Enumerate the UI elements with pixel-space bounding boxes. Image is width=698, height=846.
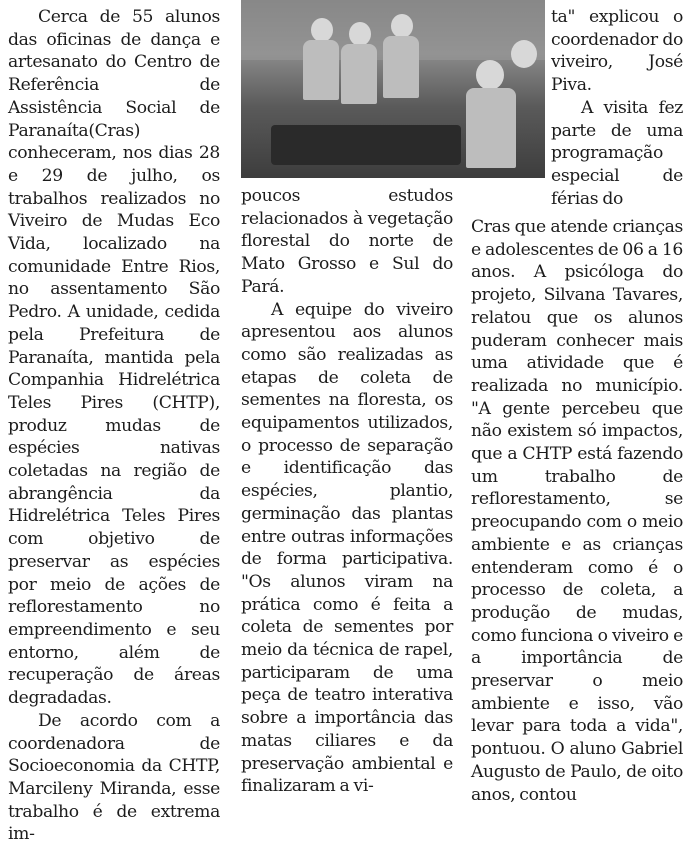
article-column-3 (471, 216, 683, 806)
photo-figure (476, 60, 504, 90)
paragraph: poucos estudos relacionados à vegetação florestal do norte de Mato Grosso e Sul do Pará. (241, 186, 453, 297)
paragraph: ta" explicou o coordenador do viveiro, José Piva. (551, 7, 683, 96)
paragraph: Cras que atende crianças e adolescentes de 06 a 16 anos. A psicóloga do projeto, Silvana Tavares, relatou que os alunos puderam conhecer mais uma atividade que é realizada no município. "A gente percebeu que não existem só impactos, que a CHTP está fazendo um trabalho de reflorestamento, se preocupando com o meio ambiente e as crianças entenderam como é o processo de coleta, a produção de mudas, como funciona o viveiro e a importância de preservar o meio ambiente e isso, vão levar para toda a vida", pontuou. O aluno Gabriel Augusto de Paulo, de oito anos, contou (471, 217, 683, 805)
article-column-3-top (551, 6, 683, 210)
paragraph: De acordo com a coordenadora de Socioeconomia da CHTP, Marcileny Miranda, esse trabalho é de extrema im- (8, 710, 220, 845)
photo-figure (383, 36, 419, 98)
paragraph: A equipe do viveiro apresentou aos alunos como são realizadas as etapas de coleta de sementes na floresta, os equipamentos utilizados, o processo de separação e identificação das espécies, plantio, germinação das plantas entre outras informações de forma participativa. "Os alunos viram na prática como é feita a coleta de sementes por meio da técnica de rapel, participaram de uma peça de teatro interativa sobre a importância das matas ciliares e da preservação ambiental e finalizaram a vi- (241, 299, 453, 797)
photo-figure (391, 14, 413, 38)
paragraph: A visita fez parte de uma programação especial de férias do (551, 97, 683, 209)
photo-figure (349, 22, 371, 46)
article-column-2 (241, 185, 453, 798)
photo-figure (511, 40, 537, 68)
photo-figure (311, 18, 333, 42)
photo-figure (466, 88, 516, 168)
article-column-1 (8, 6, 220, 846)
photo-figure (341, 44, 377, 104)
photo-figure (303, 40, 339, 100)
photo-table (271, 125, 461, 165)
article-photo (241, 0, 545, 178)
paragraph: Cerca de 55 alunos das oficinas de dança e artesanato do Centro de Referência de Assistência Social de Paranaíta(Cras) conheceram, nos dias 28 e 29 de julho, os trabalhos realizados no Viveiro de Mudas Eco Vida, localizado na comunidade Entre Rios, no assentamento São Pedro. A unidade, cedida pela Prefeitura de Paranaíta, mantida pela Companhia Hidrelétrica Teles Pires (CHTP), produz mudas de espécies nativas coletadas na região de abrangência da Hidrelétrica Teles Pires com objetivo de preservar as espécies por meio de ações de reflorestamento no empreendimento e seu entorno, além de recuperação de áreas degradadas. (8, 7, 220, 709)
